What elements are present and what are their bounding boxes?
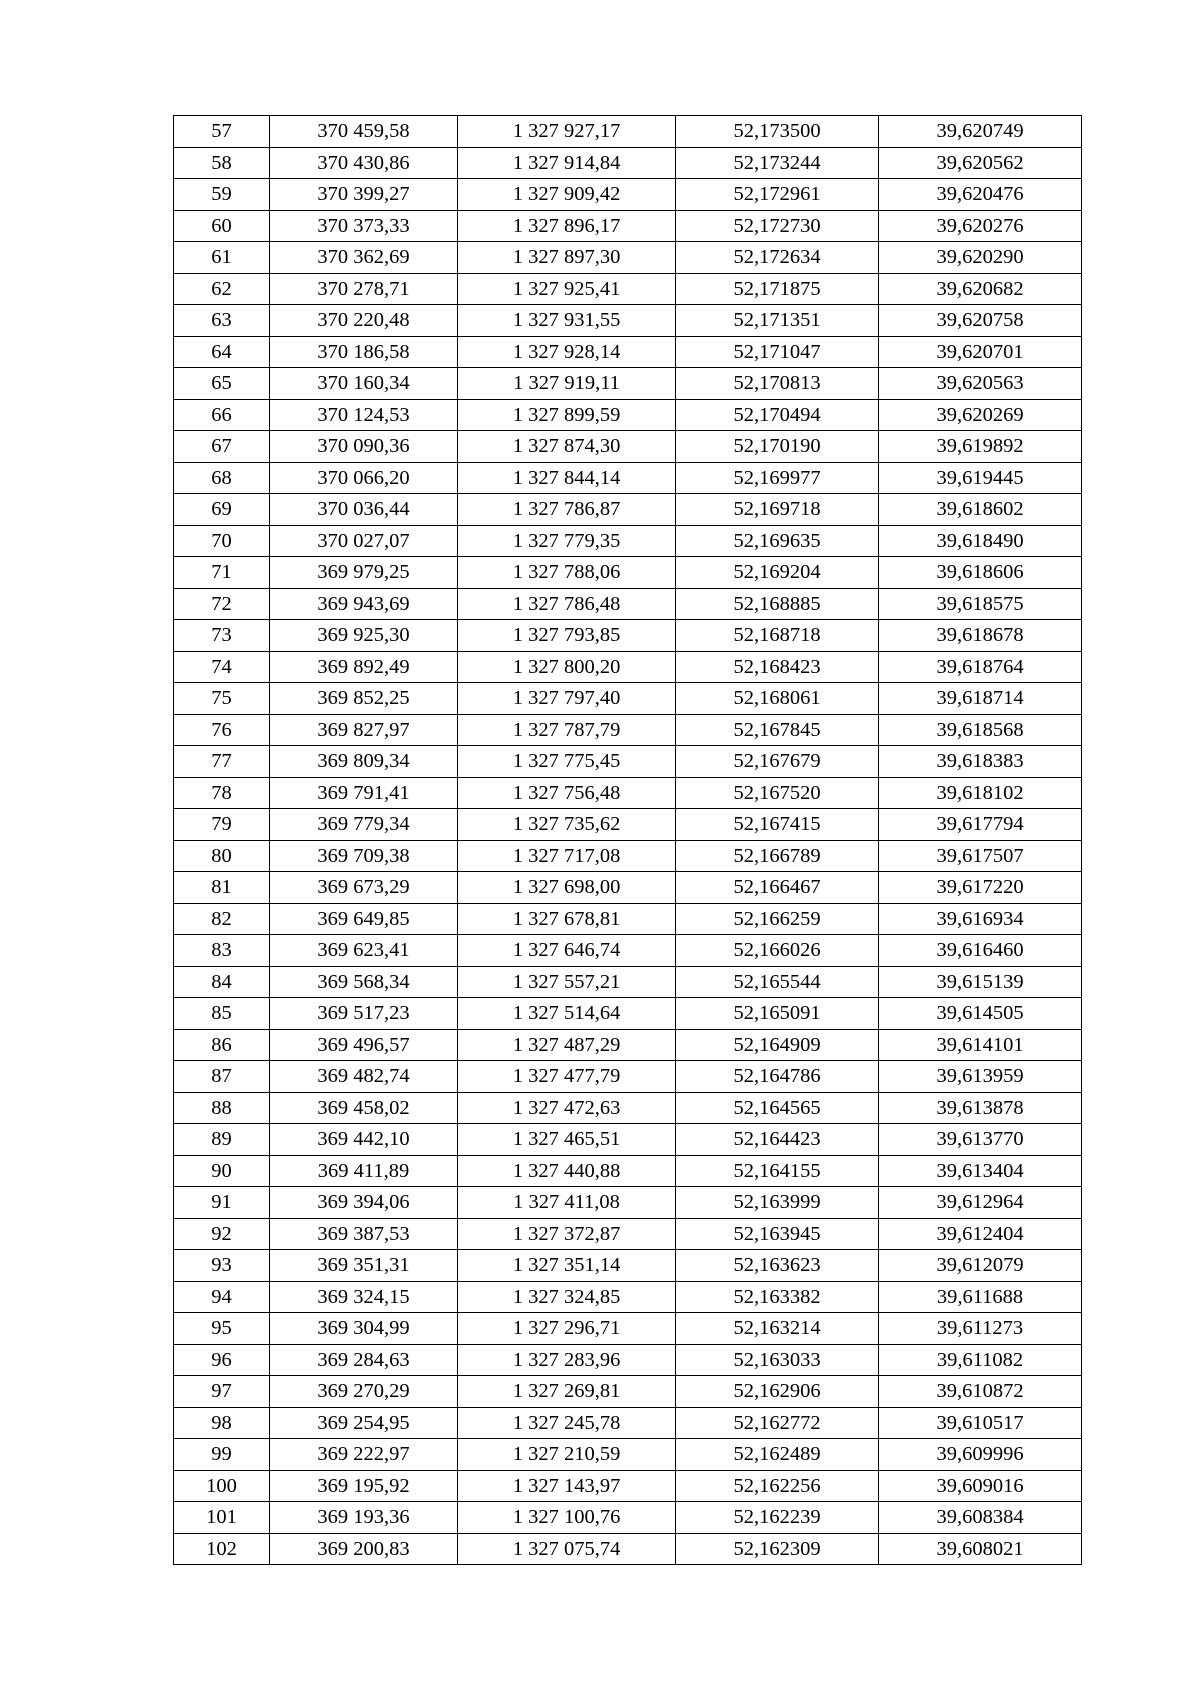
point-number-cell: 96 <box>174 1344 270 1376</box>
y-coordinate-cell: 1 327 477,79 <box>458 1061 676 1093</box>
latitude-cell: 52,163214 <box>676 1313 879 1345</box>
point-number-cell: 89 <box>174 1124 270 1156</box>
point-number-cell: 66 <box>174 399 270 431</box>
point-number-cell: 85 <box>174 998 270 1030</box>
table-row <box>174 872 1082 904</box>
longitude-cell: 39,612079 <box>879 1250 1082 1282</box>
longitude-cell: 39,620682 <box>879 273 1082 305</box>
longitude-cell: 39,618102 <box>879 777 1082 809</box>
latitude-cell: 52,169204 <box>676 557 879 589</box>
x-coordinate-cell: 369 394,06 <box>270 1187 458 1219</box>
latitude-cell: 52,163999 <box>676 1187 879 1219</box>
point-number-cell: 58 <box>174 147 270 179</box>
latitude-cell: 52,166789 <box>676 840 879 872</box>
longitude-cell: 39,618490 <box>879 525 1082 557</box>
x-coordinate-cell: 370 362,69 <box>270 242 458 274</box>
point-number-cell: 75 <box>174 683 270 715</box>
point-number-cell: 101 <box>174 1502 270 1534</box>
x-coordinate-cell: 369 517,23 <box>270 998 458 1030</box>
y-coordinate-cell: 1 327 557,21 <box>458 966 676 998</box>
latitude-cell: 52,162309 <box>676 1533 879 1565</box>
longitude-cell: 39,611273 <box>879 1313 1082 1345</box>
x-coordinate-cell: 369 351,31 <box>270 1250 458 1282</box>
point-number-cell: 68 <box>174 462 270 494</box>
x-coordinate-cell: 370 459,58 <box>270 116 458 148</box>
table-row <box>174 431 1082 463</box>
y-coordinate-cell: 1 327 928,14 <box>458 336 676 368</box>
latitude-cell: 52,167520 <box>676 777 879 809</box>
latitude-cell: 52,164786 <box>676 1061 879 1093</box>
x-coordinate-cell: 369 270,29 <box>270 1376 458 1408</box>
longitude-cell: 39,618383 <box>879 746 1082 778</box>
point-number-cell: 67 <box>174 431 270 463</box>
latitude-cell: 52,167845 <box>676 714 879 746</box>
y-coordinate-cell: 1 327 775,45 <box>458 746 676 778</box>
longitude-cell: 39,619892 <box>879 431 1082 463</box>
x-coordinate-cell: 370 160,34 <box>270 368 458 400</box>
y-coordinate-cell: 1 327 756,48 <box>458 777 676 809</box>
table-row <box>174 1250 1082 1282</box>
x-coordinate-cell: 370 278,71 <box>270 273 458 305</box>
point-number-cell: 92 <box>174 1218 270 1250</box>
y-coordinate-cell: 1 327 844,14 <box>458 462 676 494</box>
y-coordinate-cell: 1 327 925,41 <box>458 273 676 305</box>
point-number-cell: 98 <box>174 1407 270 1439</box>
x-coordinate-cell: 369 779,34 <box>270 809 458 841</box>
longitude-cell: 39,617220 <box>879 872 1082 904</box>
table-row <box>174 368 1082 400</box>
y-coordinate-cell: 1 327 797,40 <box>458 683 676 715</box>
table-row <box>174 557 1082 589</box>
x-coordinate-cell: 369 623,41 <box>270 935 458 967</box>
x-coordinate-cell: 369 979,25 <box>270 557 458 589</box>
longitude-cell: 39,613878 <box>879 1092 1082 1124</box>
x-coordinate-cell: 370 373,33 <box>270 210 458 242</box>
x-coordinate-cell: 369 925,30 <box>270 620 458 652</box>
table-row <box>174 1470 1082 1502</box>
longitude-cell: 39,618602 <box>879 494 1082 526</box>
latitude-cell: 52,163945 <box>676 1218 879 1250</box>
y-coordinate-cell: 1 327 646,74 <box>458 935 676 967</box>
y-coordinate-cell: 1 327 914,84 <box>458 147 676 179</box>
point-number-cell: 93 <box>174 1250 270 1282</box>
y-coordinate-cell: 1 327 440,88 <box>458 1155 676 1187</box>
latitude-cell: 52,168061 <box>676 683 879 715</box>
y-coordinate-cell: 1 327 678,81 <box>458 903 676 935</box>
point-number-cell: 102 <box>174 1533 270 1565</box>
point-number-cell: 71 <box>174 557 270 589</box>
x-coordinate-cell: 369 827,97 <box>270 714 458 746</box>
table-row <box>174 809 1082 841</box>
latitude-cell: 52,166259 <box>676 903 879 935</box>
x-coordinate-cell: 369 649,85 <box>270 903 458 935</box>
point-number-cell: 84 <box>174 966 270 998</box>
y-coordinate-cell: 1 327 717,08 <box>458 840 676 872</box>
y-coordinate-cell: 1 327 487,29 <box>458 1029 676 1061</box>
point-number-cell: 76 <box>174 714 270 746</box>
latitude-cell: 52,169977 <box>676 462 879 494</box>
point-number-cell: 62 <box>174 273 270 305</box>
point-number-cell: 57 <box>174 116 270 148</box>
x-coordinate-cell: 369 284,63 <box>270 1344 458 1376</box>
longitude-cell: 39,619445 <box>879 462 1082 494</box>
x-coordinate-cell: 370 090,36 <box>270 431 458 463</box>
x-coordinate-cell: 370 220,48 <box>270 305 458 337</box>
point-number-cell: 95 <box>174 1313 270 1345</box>
y-coordinate-cell: 1 327 896,17 <box>458 210 676 242</box>
y-coordinate-cell: 1 327 698,00 <box>458 872 676 904</box>
x-coordinate-cell: 369 193,36 <box>270 1502 458 1534</box>
point-number-cell: 70 <box>174 525 270 557</box>
point-number-cell: 73 <box>174 620 270 652</box>
point-number-cell: 82 <box>174 903 270 935</box>
longitude-cell: 39,609016 <box>879 1470 1082 1502</box>
x-coordinate-cell: 369 324,15 <box>270 1281 458 1313</box>
longitude-cell: 39,620562 <box>879 147 1082 179</box>
latitude-cell: 52,173244 <box>676 147 879 179</box>
table-row <box>174 336 1082 368</box>
table-row <box>174 588 1082 620</box>
table-row <box>174 966 1082 998</box>
longitude-cell: 39,618575 <box>879 588 1082 620</box>
y-coordinate-cell: 1 327 897,30 <box>458 242 676 274</box>
longitude-cell: 39,618678 <box>879 620 1082 652</box>
longitude-cell: 39,616460 <box>879 935 1082 967</box>
longitude-cell: 39,615139 <box>879 966 1082 998</box>
table-row <box>174 1281 1082 1313</box>
longitude-cell: 39,620758 <box>879 305 1082 337</box>
latitude-cell: 52,162489 <box>676 1439 879 1471</box>
x-coordinate-cell: 369 892,49 <box>270 651 458 683</box>
x-coordinate-cell: 370 430,86 <box>270 147 458 179</box>
longitude-cell: 39,618606 <box>879 557 1082 589</box>
longitude-cell: 39,620290 <box>879 242 1082 274</box>
point-number-cell: 86 <box>174 1029 270 1061</box>
x-coordinate-cell: 369 568,34 <box>270 966 458 998</box>
table-row <box>174 651 1082 683</box>
y-coordinate-cell: 1 327 245,78 <box>458 1407 676 1439</box>
latitude-cell: 52,170494 <box>676 399 879 431</box>
y-coordinate-cell: 1 327 787,79 <box>458 714 676 746</box>
table-row <box>174 1029 1082 1061</box>
y-coordinate-cell: 1 327 269,81 <box>458 1376 676 1408</box>
latitude-cell: 52,164423 <box>676 1124 879 1156</box>
longitude-cell: 39,620269 <box>879 399 1082 431</box>
latitude-cell: 52,171351 <box>676 305 879 337</box>
latitude-cell: 52,165091 <box>676 998 879 1030</box>
longitude-cell: 39,612964 <box>879 1187 1082 1219</box>
table-row <box>174 620 1082 652</box>
x-coordinate-cell: 369 482,74 <box>270 1061 458 1093</box>
table-row <box>174 116 1082 148</box>
latitude-cell: 52,170813 <box>676 368 879 400</box>
x-coordinate-cell: 369 304,99 <box>270 1313 458 1345</box>
x-coordinate-cell: 369 673,29 <box>270 872 458 904</box>
x-coordinate-cell: 370 399,27 <box>270 179 458 211</box>
x-coordinate-cell: 370 066,20 <box>270 462 458 494</box>
longitude-cell: 39,618764 <box>879 651 1082 683</box>
table-row <box>174 998 1082 1030</box>
y-coordinate-cell: 1 327 788,06 <box>458 557 676 589</box>
longitude-cell: 39,611082 <box>879 1344 1082 1376</box>
table-row <box>174 683 1082 715</box>
point-number-cell: 61 <box>174 242 270 274</box>
point-number-cell: 80 <box>174 840 270 872</box>
coordinates-table <box>173 115 1082 1565</box>
y-coordinate-cell: 1 327 411,08 <box>458 1187 676 1219</box>
table-row <box>174 1155 1082 1187</box>
point-number-cell: 79 <box>174 809 270 841</box>
table-row <box>174 1313 1082 1345</box>
y-coordinate-cell: 1 327 514,64 <box>458 998 676 1030</box>
y-coordinate-cell: 1 327 372,87 <box>458 1218 676 1250</box>
point-number-cell: 100 <box>174 1470 270 1502</box>
table-row <box>174 714 1082 746</box>
latitude-cell: 52,173500 <box>676 116 879 148</box>
y-coordinate-cell: 1 327 909,42 <box>458 179 676 211</box>
latitude-cell: 52,162256 <box>676 1470 879 1502</box>
y-coordinate-cell: 1 327 472,63 <box>458 1092 676 1124</box>
x-coordinate-cell: 369 411,89 <box>270 1155 458 1187</box>
latitude-cell: 52,164909 <box>676 1029 879 1061</box>
longitude-cell: 39,614505 <box>879 998 1082 1030</box>
point-number-cell: 97 <box>174 1376 270 1408</box>
table-row <box>174 1533 1082 1565</box>
coordinates-table-body <box>174 116 1082 1565</box>
longitude-cell: 39,618568 <box>879 714 1082 746</box>
longitude-cell: 39,613404 <box>879 1155 1082 1187</box>
longitude-cell: 39,613959 <box>879 1061 1082 1093</box>
latitude-cell: 52,166467 <box>676 872 879 904</box>
latitude-cell: 52,165544 <box>676 966 879 998</box>
table-row <box>174 305 1082 337</box>
longitude-cell: 39,620476 <box>879 179 1082 211</box>
point-number-cell: 63 <box>174 305 270 337</box>
point-number-cell: 88 <box>174 1092 270 1124</box>
y-coordinate-cell: 1 327 465,51 <box>458 1124 676 1156</box>
latitude-cell: 52,166026 <box>676 935 879 967</box>
x-coordinate-cell: 369 496,57 <box>270 1029 458 1061</box>
point-number-cell: 94 <box>174 1281 270 1313</box>
latitude-cell: 52,169718 <box>676 494 879 526</box>
latitude-cell: 52,163382 <box>676 1281 879 1313</box>
x-coordinate-cell: 369 809,34 <box>270 746 458 778</box>
longitude-cell: 39,616934 <box>879 903 1082 935</box>
longitude-cell: 39,608384 <box>879 1502 1082 1534</box>
longitude-cell: 39,617507 <box>879 840 1082 872</box>
x-coordinate-cell: 369 442,10 <box>270 1124 458 1156</box>
latitude-cell: 52,164155 <box>676 1155 879 1187</box>
latitude-cell: 52,164565 <box>676 1092 879 1124</box>
x-coordinate-cell: 370 036,44 <box>270 494 458 526</box>
table-row <box>174 1376 1082 1408</box>
latitude-cell: 52,163033 <box>676 1344 879 1376</box>
y-coordinate-cell: 1 327 793,85 <box>458 620 676 652</box>
table-row <box>174 1407 1082 1439</box>
point-number-cell: 60 <box>174 210 270 242</box>
longitude-cell: 39,620276 <box>879 210 1082 242</box>
table-row <box>174 1439 1082 1471</box>
table-row <box>174 210 1082 242</box>
longitude-cell: 39,610517 <box>879 1407 1082 1439</box>
table-row <box>174 1187 1082 1219</box>
latitude-cell: 52,172961 <box>676 179 879 211</box>
latitude-cell: 52,167415 <box>676 809 879 841</box>
point-number-cell: 78 <box>174 777 270 809</box>
point-number-cell: 69 <box>174 494 270 526</box>
x-coordinate-cell: 369 791,41 <box>270 777 458 809</box>
table-row <box>174 746 1082 778</box>
y-coordinate-cell: 1 327 100,76 <box>458 1502 676 1534</box>
y-coordinate-cell: 1 327 874,30 <box>458 431 676 463</box>
y-coordinate-cell: 1 327 800,20 <box>458 651 676 683</box>
x-coordinate-cell: 369 195,92 <box>270 1470 458 1502</box>
table-row <box>174 777 1082 809</box>
y-coordinate-cell: 1 327 283,96 <box>458 1344 676 1376</box>
table-row <box>174 525 1082 557</box>
table-row <box>174 1124 1082 1156</box>
x-coordinate-cell: 370 027,07 <box>270 525 458 557</box>
latitude-cell: 52,162772 <box>676 1407 879 1439</box>
table-row <box>174 179 1082 211</box>
y-coordinate-cell: 1 327 919,11 <box>458 368 676 400</box>
latitude-cell: 52,168885 <box>676 588 879 620</box>
longitude-cell: 39,614101 <box>879 1029 1082 1061</box>
longitude-cell: 39,620563 <box>879 368 1082 400</box>
y-coordinate-cell: 1 327 296,71 <box>458 1313 676 1345</box>
point-number-cell: 74 <box>174 651 270 683</box>
table-row <box>174 1218 1082 1250</box>
table-row <box>174 147 1082 179</box>
table-row <box>174 903 1082 935</box>
longitude-cell: 39,613770 <box>879 1124 1082 1156</box>
point-number-cell: 91 <box>174 1187 270 1219</box>
table-row <box>174 1092 1082 1124</box>
longitude-cell: 39,611688 <box>879 1281 1082 1313</box>
longitude-cell: 39,620749 <box>879 116 1082 148</box>
point-number-cell: 77 <box>174 746 270 778</box>
x-coordinate-cell: 369 387,53 <box>270 1218 458 1250</box>
table-row <box>174 273 1082 305</box>
longitude-cell: 39,610872 <box>879 1376 1082 1408</box>
x-coordinate-cell: 370 124,53 <box>270 399 458 431</box>
point-number-cell: 65 <box>174 368 270 400</box>
y-coordinate-cell: 1 327 075,74 <box>458 1533 676 1565</box>
point-number-cell: 59 <box>174 179 270 211</box>
longitude-cell: 39,617794 <box>879 809 1082 841</box>
longitude-cell: 39,608021 <box>879 1533 1082 1565</box>
point-number-cell: 99 <box>174 1439 270 1471</box>
latitude-cell: 52,162906 <box>676 1376 879 1408</box>
table-row <box>174 1502 1082 1534</box>
table-row <box>174 462 1082 494</box>
y-coordinate-cell: 1 327 735,62 <box>458 809 676 841</box>
table-row <box>174 1061 1082 1093</box>
table-row <box>174 242 1082 274</box>
y-coordinate-cell: 1 327 931,55 <box>458 305 676 337</box>
point-number-cell: 81 <box>174 872 270 904</box>
latitude-cell: 52,171875 <box>676 273 879 305</box>
y-coordinate-cell: 1 327 899,59 <box>458 399 676 431</box>
latitude-cell: 52,168718 <box>676 620 879 652</box>
latitude-cell: 52,163623 <box>676 1250 879 1282</box>
point-number-cell: 87 <box>174 1061 270 1093</box>
point-number-cell: 72 <box>174 588 270 620</box>
longitude-cell: 39,618714 <box>879 683 1082 715</box>
table-row <box>174 1344 1082 1376</box>
latitude-cell: 52,172730 <box>676 210 879 242</box>
x-coordinate-cell: 369 943,69 <box>270 588 458 620</box>
point-number-cell: 64 <box>174 336 270 368</box>
table-row <box>174 840 1082 872</box>
y-coordinate-cell: 1 327 786,48 <box>458 588 676 620</box>
y-coordinate-cell: 1 327 210,59 <box>458 1439 676 1471</box>
x-coordinate-cell: 369 254,95 <box>270 1407 458 1439</box>
table-row <box>174 399 1082 431</box>
x-coordinate-cell: 369 200,83 <box>270 1533 458 1565</box>
table-row <box>174 494 1082 526</box>
x-coordinate-cell: 369 709,38 <box>270 840 458 872</box>
longitude-cell: 39,620701 <box>879 336 1082 368</box>
longitude-cell: 39,612404 <box>879 1218 1082 1250</box>
x-coordinate-cell: 369 222,97 <box>270 1439 458 1471</box>
y-coordinate-cell: 1 327 779,35 <box>458 525 676 557</box>
y-coordinate-cell: 1 327 324,85 <box>458 1281 676 1313</box>
latitude-cell: 52,168423 <box>676 651 879 683</box>
y-coordinate-cell: 1 327 143,97 <box>458 1470 676 1502</box>
latitude-cell: 52,162239 <box>676 1502 879 1534</box>
x-coordinate-cell: 369 852,25 <box>270 683 458 715</box>
y-coordinate-cell: 1 327 786,87 <box>458 494 676 526</box>
latitude-cell: 52,169635 <box>676 525 879 557</box>
x-coordinate-cell: 369 458,02 <box>270 1092 458 1124</box>
latitude-cell: 52,170190 <box>676 431 879 463</box>
table-row <box>174 935 1082 967</box>
y-coordinate-cell: 1 327 351,14 <box>458 1250 676 1282</box>
point-number-cell: 90 <box>174 1155 270 1187</box>
x-coordinate-cell: 370 186,58 <box>270 336 458 368</box>
latitude-cell: 52,172634 <box>676 242 879 274</box>
latitude-cell: 52,167679 <box>676 746 879 778</box>
point-number-cell: 83 <box>174 935 270 967</box>
y-coordinate-cell: 1 327 927,17 <box>458 116 676 148</box>
latitude-cell: 52,171047 <box>676 336 879 368</box>
longitude-cell: 39,609996 <box>879 1439 1082 1471</box>
